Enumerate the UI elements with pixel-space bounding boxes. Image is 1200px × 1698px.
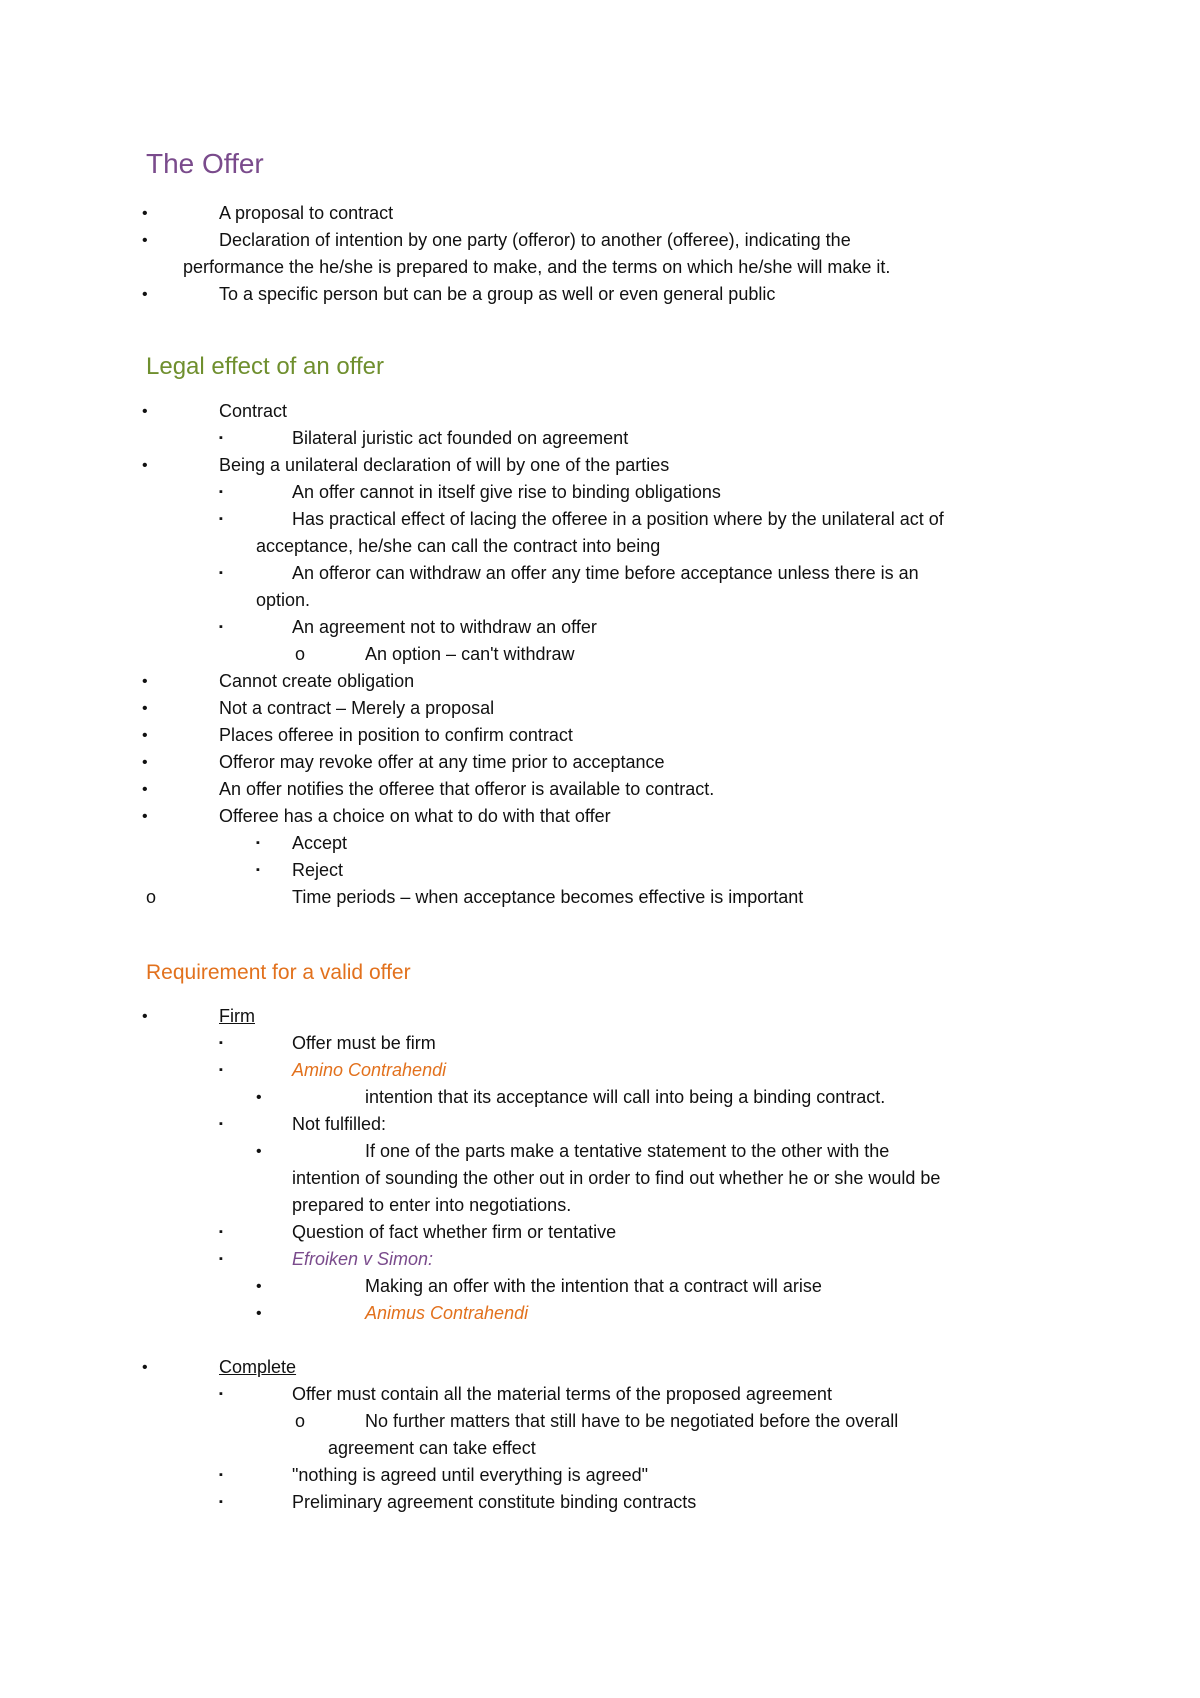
list-item-text: Offer must contain all the material terms of the proposed agreement (292, 1384, 832, 1404)
list-item (0, 1300, 1200, 1327)
list-item-text: An offeror can withdraw an offer any time before acceptance unless there is an (292, 563, 919, 583)
list-item-text: Contract (219, 401, 288, 421)
list-item-text: An option – can't withdraw (365, 644, 575, 664)
list-item (0, 1489, 1200, 1516)
bullet-disc-icon: • (142, 727, 148, 744)
list-item-text: Animus Contrahendi (365, 1303, 529, 1323)
section-title-legal-effect: Legal effect of an offer (146, 353, 384, 380)
bullet-square-icon: ▪ (219, 513, 223, 525)
list-item-text: A proposal to contract (219, 203, 394, 223)
list-item-text: Cannot create obligation (219, 671, 415, 691)
list-item-text: To a specific person but can be a group as well or even general public (219, 284, 776, 304)
list-item-text: An agreement not to withdraw an offer (292, 617, 597, 637)
list-item (0, 200, 1200, 227)
list-item-text: Declaration of intention by one party (offeror) to another (offeree), indicating the (219, 230, 851, 250)
list-item (0, 560, 1200, 587)
list-item (0, 533, 1200, 560)
list-item (0, 227, 1200, 254)
list-item (0, 1111, 1200, 1138)
bullet-disc-icon: • (142, 700, 148, 717)
list-item (0, 1030, 1200, 1057)
list-item-text: Not a contract – Merely a proposal (219, 698, 495, 718)
list-item (0, 857, 1200, 884)
section-title-requirements: Requirement for a valid offer (146, 961, 411, 984)
list-item (0, 1408, 1200, 1435)
bullet-square-icon: ▪ (219, 567, 223, 579)
list-item (0, 749, 1200, 776)
bullet-square-icon: ▪ (219, 1253, 223, 1265)
bullet-disc-icon: • (142, 232, 148, 249)
list-item (0, 254, 1200, 281)
list-item (0, 1003, 1200, 1030)
list-item-text: Places offeree in position to confirm contract (219, 725, 573, 745)
list-item (0, 1084, 1200, 1111)
list-item (0, 884, 1200, 911)
bullet-square-icon: ▪ (219, 1037, 223, 1049)
list-item-text: Offeror may revoke offer at any time prior to acceptance (219, 752, 665, 772)
list-item-text: Bilateral juristic act founded on agreement (292, 428, 629, 448)
list-item-text: Preliminary agreement constitute binding contracts (292, 1492, 697, 1512)
bullet-disc-icon: • (256, 1089, 262, 1106)
list-item (0, 1381, 1200, 1408)
bullet-disc-icon: • (142, 457, 148, 474)
list-item-text: Being a unilateral declaration of will by one of the parties (219, 455, 670, 475)
section-title-the-offer: The Offer (146, 148, 264, 179)
bullet-disc-icon: • (142, 1359, 148, 1376)
list-item (0, 479, 1200, 506)
list-item (0, 641, 1200, 668)
list-item-text: An offer cannot in itself give rise to binding obligations (292, 482, 721, 502)
list-item (0, 1435, 1200, 1462)
list-item-text: Efroiken v Simon: (292, 1249, 434, 1269)
list-item (0, 614, 1200, 641)
list-item-text: Not fulfilled: (292, 1114, 387, 1134)
bullet-disc-icon: • (142, 781, 148, 798)
list-item-text: intention that its acceptance will call into being a binding contract. (365, 1087, 886, 1107)
list-item (0, 1192, 1200, 1219)
list-item (0, 506, 1200, 533)
list-item-text: Offer must be firm (292, 1033, 436, 1053)
list-item-text: Question of fact whether firm or tentative (292, 1222, 617, 1242)
list-item (0, 1462, 1200, 1489)
list-item-text: Offeree has a choice on what to do with that offer (219, 806, 611, 826)
bullet-disc-icon: • (142, 403, 148, 420)
list-item-text: acceptance, he/she can call the contract into being (256, 536, 661, 556)
list-item-text: Has practical effect of lacing the offeree in a position where by the unilateral act of (292, 509, 944, 529)
list-item (0, 1246, 1200, 1273)
list-item (0, 1273, 1200, 1300)
list-item-text: Making an offer with the intention that a contract will arise (365, 1276, 822, 1296)
list-item (0, 722, 1200, 749)
list-item (0, 1219, 1200, 1246)
list-item (0, 1138, 1200, 1165)
list-item (0, 425, 1200, 452)
list-item (0, 830, 1200, 857)
bullet-square-icon: ▪ (219, 1496, 223, 1508)
list-item-text: Reject (292, 860, 344, 880)
bullet-square-icon: ▪ (256, 837, 260, 849)
bullet-square-icon: ▪ (219, 621, 223, 633)
list-item (0, 1057, 1200, 1084)
list-item-text: If one of the parts make a tentative statement to the other with the (365, 1141, 890, 1161)
bullet-circle-icon: o (295, 644, 306, 664)
list-item-text: agreement can take effect (328, 1438, 536, 1458)
list-item (0, 776, 1200, 803)
list-item (0, 452, 1200, 479)
bullet-disc-icon: • (142, 808, 148, 825)
bullet-square-icon: ▪ (219, 486, 223, 498)
list-item-text: Complete (219, 1357, 297, 1377)
bullet-disc-icon: • (256, 1305, 262, 1322)
bullet-square-icon: ▪ (219, 1388, 223, 1400)
list-item-text: option. (256, 590, 311, 610)
bullet-square-icon: ▪ (219, 1118, 223, 1130)
list-item (0, 1354, 1200, 1381)
list-item (0, 398, 1200, 425)
list-item (0, 668, 1200, 695)
bullet-circle-icon: o (146, 887, 157, 907)
list-item-text: An offer notifies the offeree that offeror is available to contract. (219, 779, 715, 799)
list-item (0, 695, 1200, 722)
list-item-text: Firm (219, 1006, 255, 1026)
list-item (0, 803, 1200, 830)
list-item (0, 587, 1200, 614)
list-item (0, 281, 1200, 308)
bullet-square-icon: ▪ (256, 864, 260, 876)
bullet-disc-icon: • (142, 205, 148, 222)
bullet-square-icon: ▪ (219, 1064, 223, 1076)
bullet-disc-icon: • (142, 1008, 148, 1025)
bullet-square-icon: ▪ (219, 1226, 223, 1238)
list-item (0, 1165, 1200, 1192)
bullet-circle-icon: o (295, 1411, 306, 1431)
list-item-text: Accept (292, 833, 348, 853)
list-item-text: No further matters that still have to be negotiated before the overall (365, 1411, 899, 1431)
bullet-square-icon: ▪ (219, 432, 223, 444)
bullet-disc-icon: • (256, 1278, 262, 1295)
bullet-disc-icon: • (142, 673, 148, 690)
bullet-disc-icon: • (256, 1143, 262, 1160)
bullet-square-icon: ▪ (219, 1469, 223, 1481)
list-item-text: "nothing is agreed until everything is agreed" (292, 1465, 649, 1485)
list-item-text: Time periods – when acceptance becomes effective is important (292, 887, 804, 907)
list-item-text: performance the he/she is prepared to make, and the terms on which he/she will make it. (183, 257, 891, 277)
list-item-text: intention of sounding the other out in order to find out whether he or she would be (292, 1168, 941, 1188)
list-item-text: prepared to enter into negotiations. (292, 1195, 572, 1215)
bullet-disc-icon: • (142, 286, 148, 303)
bullet-disc-icon: • (142, 754, 148, 771)
list-item-text: Amino Contrahendi (292, 1060, 447, 1080)
